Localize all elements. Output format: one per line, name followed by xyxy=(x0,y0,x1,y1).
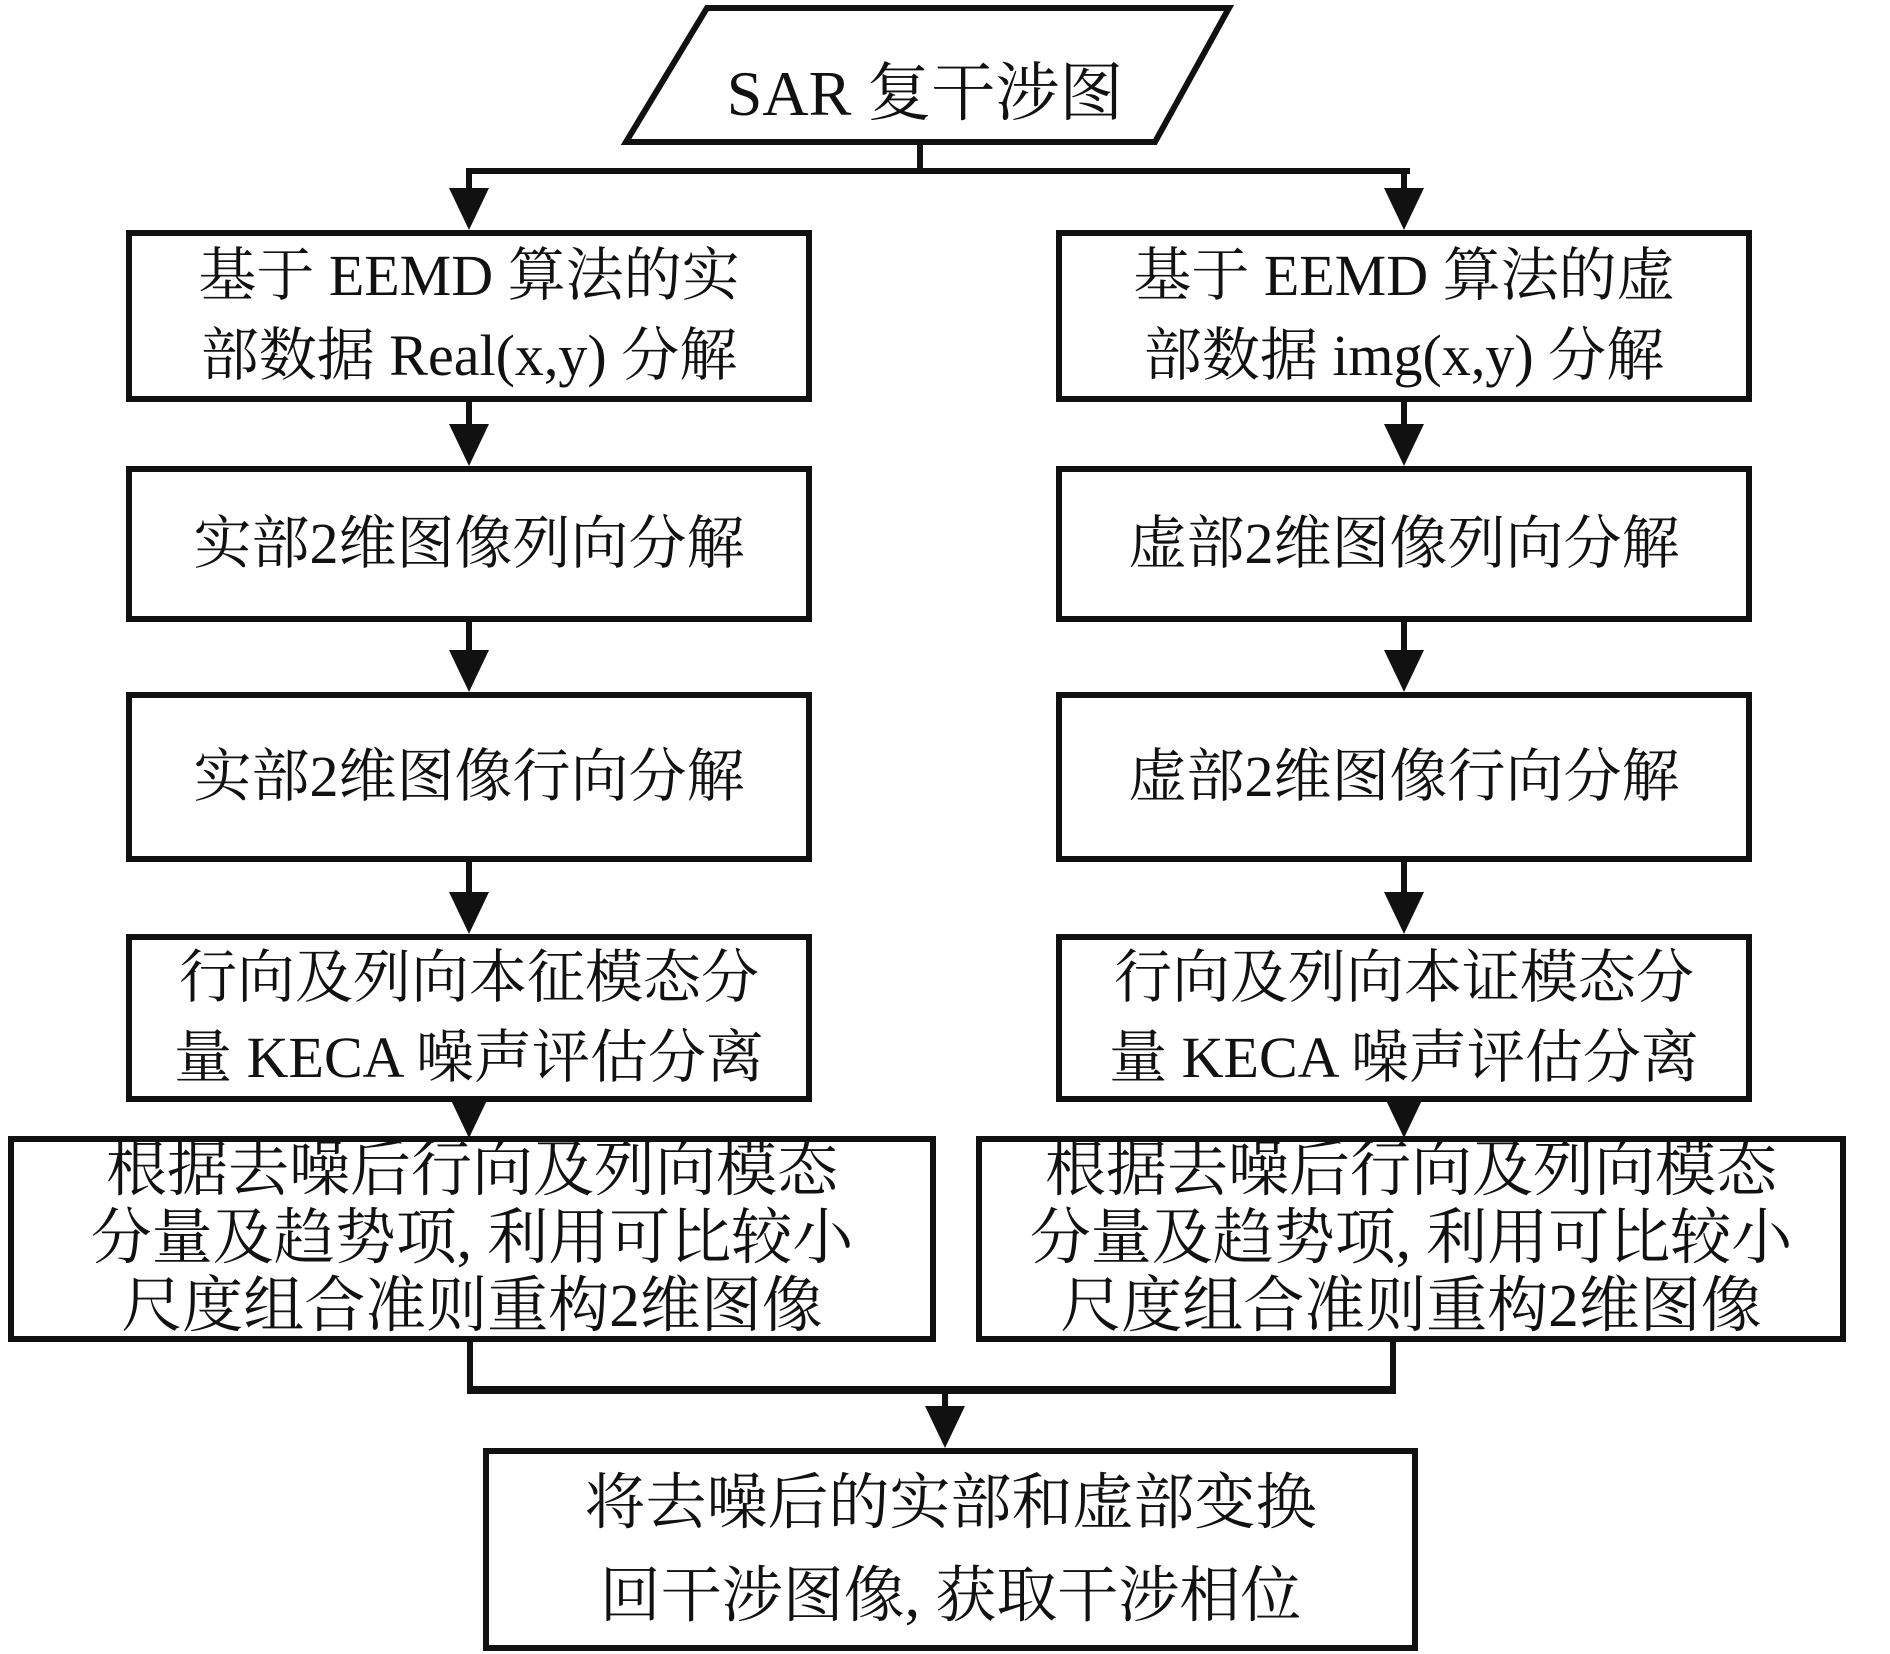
left-row-decomp-label: 实部2维图像行向分解 xyxy=(193,744,745,809)
left-keca-box-line1: 行向及列向本征模态分 xyxy=(178,945,759,1010)
right-eemd-box-line2: 部数据 img(x,y) 分解 xyxy=(1143,323,1665,388)
left-keca-box xyxy=(126,934,812,1102)
right-column-decomp-label: 虚部2维图像列向分解 xyxy=(1128,511,1680,576)
right-reconstruct-box xyxy=(976,1136,1846,1342)
left-eemd-box-line1: 基于 EEMD 算法的实 xyxy=(198,243,740,308)
arrowhead-left-2 xyxy=(449,650,489,692)
end-box xyxy=(483,1448,1418,1651)
left-reconstruct-line2: 分量及趋势项, 利用可比较小 xyxy=(90,1205,854,1272)
connector-left-3-shaft xyxy=(466,862,472,894)
right-row-decomp-box xyxy=(1056,692,1752,862)
arrowhead-left-branch xyxy=(449,188,489,230)
arrowhead-right-3 xyxy=(1384,892,1424,934)
left-column-decomp-box xyxy=(126,466,812,622)
left-eemd-box xyxy=(126,230,812,402)
arrowhead-left-1 xyxy=(449,424,489,466)
connector-merge-bar xyxy=(467,1386,1396,1394)
right-reconstruct-line3: 尺度组合准则重构2维图像 xyxy=(1060,1273,1762,1340)
arrowhead-right-4 xyxy=(1384,1096,1424,1138)
arrowhead-left-3 xyxy=(449,892,489,934)
right-eemd-box-line1: 基于 EEMD 算法的虚 xyxy=(1133,243,1675,308)
end-box-line1: 将去噪后的实部和虚部变换 xyxy=(584,1469,1317,1537)
right-row-decomp-label: 虚部2维图像行向分解 xyxy=(1128,744,1680,809)
start-node-label: SAR 复干涉图 xyxy=(726,58,1124,129)
connector-right-3-shaft xyxy=(1401,862,1407,894)
right-column-decomp-box xyxy=(1056,466,1752,622)
arrowhead-right-1 xyxy=(1384,424,1424,466)
left-reconstruct-box xyxy=(8,1136,936,1342)
connector-split-bar xyxy=(466,168,1410,174)
left-column-decomp-label: 实部2维图像列向分解 xyxy=(193,511,745,576)
end-box-line2: 回干涉图像, 获取干涉相位 xyxy=(599,1562,1302,1630)
right-keca-box-line2: 量 KECA 噪声评估分离 xyxy=(1109,1025,1699,1090)
arrowhead-left-4 xyxy=(449,1096,489,1138)
arrowhead-right-branch xyxy=(1384,188,1424,230)
left-reconstruct-line1: 根据去噪后行向及列向模态 xyxy=(105,1137,838,1204)
left-row-decomp-box xyxy=(126,692,812,862)
right-keca-box xyxy=(1056,934,1752,1102)
right-reconstruct-line1: 根据去噪后行向及列向模态 xyxy=(1044,1137,1777,1204)
left-reconstruct-line3: 尺度组合准则重构2维图像 xyxy=(121,1273,823,1340)
arrowhead-merge xyxy=(925,1406,965,1448)
left-keca-box-line2: 量 KECA 噪声评估分离 xyxy=(174,1025,764,1090)
connector-merge-right-drop xyxy=(1390,1342,1396,1392)
left-eemd-box-line2: 部数据 Real(x,y) 分解 xyxy=(200,323,738,388)
arrowhead-right-2 xyxy=(1384,650,1424,692)
connector-merge-left-drop xyxy=(467,1342,473,1392)
right-keca-box-line1: 行向及列向本证模态分 xyxy=(1113,945,1694,1010)
right-eemd-box xyxy=(1056,230,1752,402)
right-reconstruct-line2: 分量及趋势项, 利用可比较小 xyxy=(1029,1205,1793,1272)
